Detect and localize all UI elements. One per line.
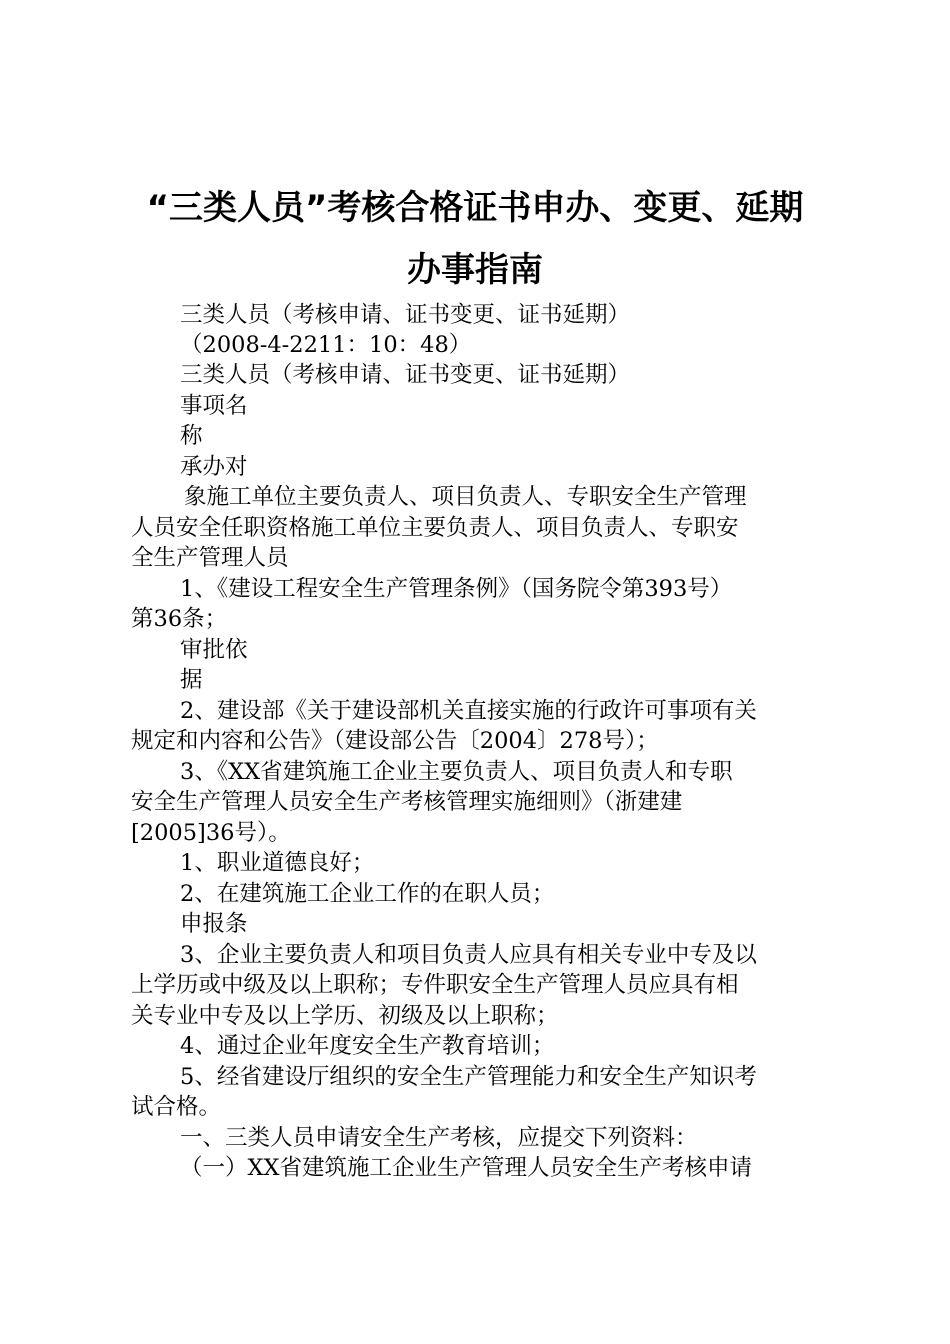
body-line: 3、《XX省建筑施工企业主要负责人、项目负责人和专职 <box>180 759 733 785</box>
body-line: 5、经省建设厅组织的安全生产管理能力和安全生产知识考 <box>180 1064 757 1090</box>
body-line: 试合格。 <box>131 1094 222 1120</box>
body-line: 申报条 <box>180 911 248 937</box>
document-title-line-1: “三类人员”考核合格证书申办、变更、延期 <box>146 188 804 228</box>
body-line: 上学历或中级及以上职称；专件职安全生产管理人员应具有相 <box>131 972 739 998</box>
body-line: （一）XX省建筑施工企业生产管理人员安全生产考核申请 <box>180 1155 753 1181</box>
body-line: 一、三类人员申请安全生产考核，应提交下列资料： <box>180 1125 698 1151</box>
body-line: 三类人员（考核申请、证书变更、证书延期） <box>180 362 631 388</box>
body-line: 全生产管理人员 <box>131 545 289 571</box>
body-line: （2008-4-2211：10：48） <box>180 332 472 358</box>
body-line: 1、职业道德良好； <box>180 850 375 876</box>
body-line: 据 <box>180 667 203 693</box>
body-line: 事项名 <box>180 393 248 419</box>
body-line: 3、企业主要负责人和项目负责人应具有相关专业中专及以 <box>180 942 757 968</box>
body-line: 第36条； <box>131 606 228 632</box>
body-line: 安全生产管理人员安全生产考核管理实施细则》（浙建建 <box>131 789 683 815</box>
body-line: 1、《建设工程安全生产管理条例》（国务院令第393号） <box>180 576 733 602</box>
document-title-line-2: 办事指南 <box>407 250 543 290</box>
body-line: 2、在建筑施工企业工作的在职人员； <box>180 881 555 907</box>
body-line: 4、通过企业年度安全生产教育培训； <box>180 1033 555 1059</box>
body-line: 称 <box>180 423 203 449</box>
body-line: 规定和内容和公告》（建设部公告〔2004〕278号）； <box>131 728 659 754</box>
body-line: 人员安全任职资格施工单位主要负责人、项目负责人、专职安 <box>131 515 739 541</box>
body-line: [2005]36号）。 <box>131 820 291 846</box>
body-line: 三类人员（考核申请、证书变更、证书延期） <box>180 302 631 328</box>
body-line: 2、建设部《关于建设部机关直接实施的行政许可事项有关 <box>180 698 757 724</box>
body-line: 承办对 <box>180 454 248 480</box>
body-line: 审批依 <box>180 637 248 663</box>
body-line: 象施工单位主要负责人、项目负责人、专职安全生产管理 <box>184 484 747 510</box>
body-line: 关专业中专及以上学历、初级及以上职称； <box>131 1003 559 1029</box>
